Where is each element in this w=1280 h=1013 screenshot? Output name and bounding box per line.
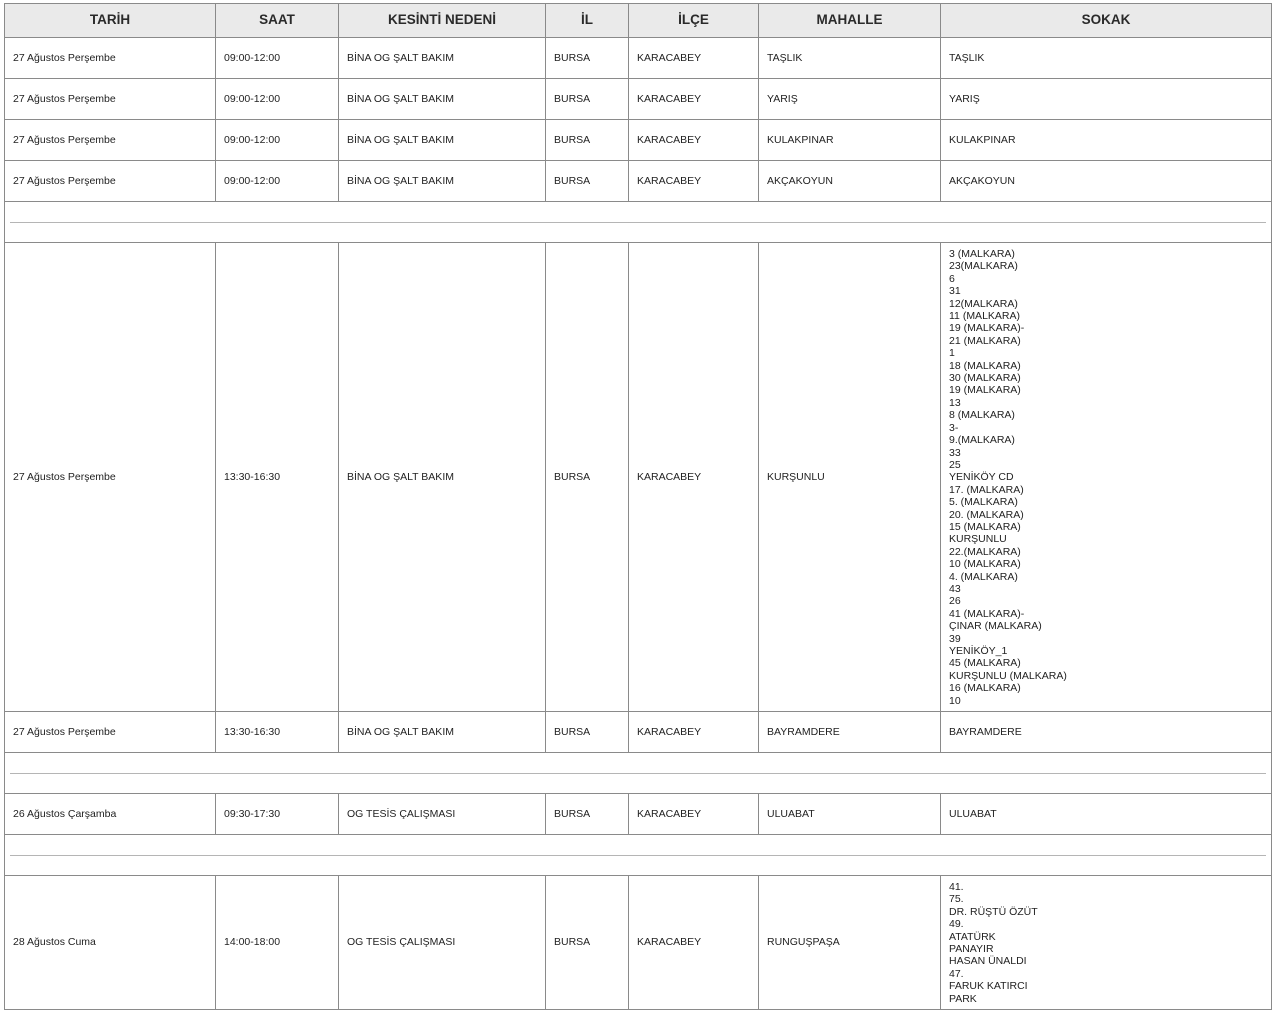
street-item: FARUK KATIRCI xyxy=(949,980,1028,993)
cell-il: BURSA xyxy=(546,38,629,79)
street-item: 19 (MALKARA) xyxy=(949,384,1021,397)
street-item: ATATÜRK xyxy=(949,930,996,943)
street-item: 16 (MALKARA) xyxy=(949,682,1021,695)
table-row xyxy=(5,243,1272,712)
header-mahalle: MAHALLE xyxy=(759,4,941,38)
cell-sokak xyxy=(941,161,1272,202)
street-item: BAYRAMDERE xyxy=(949,725,1022,738)
cell-ilce: KARACABEY xyxy=(629,712,759,753)
header-kesinti-nedeni: KESİNTİ NEDENİ xyxy=(339,4,546,38)
cell-kesinti-nedeni: BİNA OG ŞALT BAKIM xyxy=(339,38,546,79)
cell-sokak xyxy=(941,79,1272,120)
street-item: YARIŞ xyxy=(949,92,980,105)
street-item: 22.(MALKARA) xyxy=(949,545,1021,558)
outage-table xyxy=(4,3,1272,1010)
cell-mahalle: RUNGUŞPAŞA xyxy=(759,876,941,1010)
street-item: KURŞUNLU (MALKARA) xyxy=(949,669,1067,682)
street-item: 47. xyxy=(949,967,964,980)
street-item: YENİKÖY CD xyxy=(949,471,1014,484)
street-item: 9.(MALKARA) xyxy=(949,434,1015,447)
table-row xyxy=(5,712,1272,753)
street-item: 17. (MALKARA) xyxy=(949,483,1024,496)
cell-sokak xyxy=(941,876,1272,1010)
cell-il: BURSA xyxy=(546,79,629,120)
street-item: ULUABAT xyxy=(949,807,997,820)
street-item: HASAN ÜNALDI xyxy=(949,955,1027,968)
cell-tarih: 27 Ağustos Perşembe xyxy=(5,79,216,120)
row-divider xyxy=(10,222,1266,223)
cell-kesinti-nedeni: BİNA OG ŞALT BAKIM xyxy=(339,161,546,202)
cell-ilce: KARACABEY xyxy=(629,38,759,79)
street-item: 18 (MALKARA) xyxy=(949,359,1021,372)
cell-ilce: KARACABEY xyxy=(629,79,759,120)
table-row xyxy=(5,120,1272,161)
table-row xyxy=(5,794,1272,835)
street-item: 5. (MALKARA) xyxy=(949,496,1018,509)
header-saat: SAAT xyxy=(216,4,339,38)
street-item: 11 (MALKARA) xyxy=(949,310,1020,323)
street-item: 3 (MALKARA) xyxy=(949,248,1015,260)
cell-tarih: 27 Ağustos Perşembe xyxy=(5,243,216,712)
street-item: PANAYIR xyxy=(949,943,994,956)
street-item: 3- xyxy=(949,421,959,434)
row-divider xyxy=(10,855,1266,856)
street-item: 15 (MALKARA) xyxy=(949,520,1021,533)
spacer-row xyxy=(5,202,1272,243)
street-item: 21 (MALKARA) xyxy=(949,334,1021,347)
cell-kesinti-nedeni: OG TESİS ÇALIŞMASI xyxy=(339,794,546,835)
table-row xyxy=(5,876,1272,1010)
cell-sokak xyxy=(941,794,1272,835)
street-item: 41. xyxy=(949,881,964,894)
street-item: 13 xyxy=(949,396,961,409)
cell-tarih: 27 Ağustos Perşembe xyxy=(5,120,216,161)
street-item: 10 xyxy=(949,694,961,707)
street-item: 25 xyxy=(949,458,961,471)
cell-il: BURSA xyxy=(546,243,629,712)
street-item: YENİKÖY_1 xyxy=(949,645,1008,657)
cell-saat: 09:00-12:00 xyxy=(216,161,339,202)
header-sokak: SOKAK xyxy=(941,4,1272,38)
cell-mahalle: BAYRAMDERE xyxy=(759,712,941,753)
cell-il: BURSA xyxy=(546,794,629,835)
cell-mahalle: KULAKPINAR xyxy=(759,120,941,161)
spacer-row xyxy=(5,835,1272,876)
street-item: 20. (MALKARA) xyxy=(949,508,1024,521)
cell-ilce: KARACABEY xyxy=(629,161,759,202)
cell-mahalle: KURŞUNLU xyxy=(759,243,941,712)
street-item: 6 xyxy=(949,272,955,285)
street-item: TAŞLIK xyxy=(949,51,985,64)
street-item: 19 (MALKARA)- xyxy=(949,322,1025,335)
cell-kesinti-nedeni: BİNA OG ŞALT BAKIM xyxy=(339,712,546,753)
street-item: DR. RÜŞTÜ ÖZÜT xyxy=(949,905,1038,918)
cell-saat: 14:00-18:00 xyxy=(216,876,339,1010)
street-item: 33 xyxy=(949,446,961,459)
spacer-cell xyxy=(5,202,1272,243)
street-item: 23(MALKARA) xyxy=(949,260,1018,273)
cell-saat: 09:00-12:00 xyxy=(216,38,339,79)
street-item: 8 (MALKARA) xyxy=(949,409,1015,422)
header-row xyxy=(5,4,1272,38)
street-item: 1 xyxy=(949,347,955,360)
header-tarih: TARİH xyxy=(5,4,216,38)
cell-mahalle: AKÇAKOYUN xyxy=(759,161,941,202)
cell-tarih: 27 Ağustos Perşembe xyxy=(5,161,216,202)
cell-saat: 13:30-16:30 xyxy=(216,712,339,753)
cell-sokak xyxy=(941,120,1272,161)
table-row xyxy=(5,161,1272,202)
row-divider xyxy=(10,773,1266,774)
table-body xyxy=(5,38,1272,1010)
table-row xyxy=(5,79,1272,120)
spacer-cell xyxy=(5,835,1272,876)
cell-mahalle: TAŞLIK xyxy=(759,38,941,79)
cell-tarih: 27 Ağustos Perşembe xyxy=(5,712,216,753)
street-item: 12(MALKARA) xyxy=(949,297,1018,310)
street-item: KULAKPINAR xyxy=(949,133,1016,146)
cell-kesinti-nedeni: OG TESİS ÇALIŞMASI xyxy=(339,876,546,1010)
street-item: 43 xyxy=(949,582,961,595)
cell-tarih: 27 Ağustos Perşembe xyxy=(5,38,216,79)
street-item: 30 (MALKARA) xyxy=(949,372,1021,385)
cell-tarih: 26 Ağustos Çarşamba xyxy=(5,794,216,835)
street-item: 39 xyxy=(949,632,961,645)
cell-ilce: KARACABEY xyxy=(629,120,759,161)
cell-sokak xyxy=(941,38,1272,79)
cell-ilce: KARACABEY xyxy=(629,794,759,835)
cell-sokak xyxy=(941,712,1272,753)
cell-saat: 09:00-12:00 xyxy=(216,79,339,120)
header-il: İL xyxy=(546,4,629,38)
spacer-cell xyxy=(5,753,1272,794)
cell-ilce: KARACABEY xyxy=(629,243,759,712)
street-item: ÇINAR (MALKARA) xyxy=(949,620,1042,633)
header-ilce: İLÇE xyxy=(629,4,759,38)
cell-il: BURSA xyxy=(546,712,629,753)
street-item: 49. xyxy=(949,918,964,931)
street-item: PARK xyxy=(949,992,977,1005)
cell-kesinti-nedeni: BİNA OG ŞALT BAKIM xyxy=(339,120,546,161)
street-item: KURŞUNLU xyxy=(949,533,1007,546)
cell-kesinti-nedeni: BİNA OG ŞALT BAKIM xyxy=(339,79,546,120)
cell-il: BURSA xyxy=(546,876,629,1010)
cell-il: BURSA xyxy=(546,120,629,161)
street-item: 4. (MALKARA) xyxy=(949,570,1018,583)
street-item: 26 xyxy=(949,595,961,608)
cell-saat: 09:30-17:30 xyxy=(216,794,339,835)
cell-ilce: KARACABEY xyxy=(629,876,759,1010)
street-item: 31 xyxy=(949,285,961,298)
cell-saat: 09:00-12:00 xyxy=(216,120,339,161)
cell-saat: 13:30-16:30 xyxy=(216,243,339,712)
street-item: 10 (MALKARA) xyxy=(949,558,1021,571)
cell-kesinti-nedeni: BİNA OG ŞALT BAKIM xyxy=(339,243,546,712)
street-item: AKÇAKOYUN xyxy=(949,174,1015,187)
spacer-row xyxy=(5,753,1272,794)
street-item: 45 (MALKARA) xyxy=(949,657,1021,670)
cell-sokak xyxy=(941,243,1272,712)
table-row xyxy=(5,38,1272,79)
street-item: 41 (MALKARA)- xyxy=(949,607,1025,620)
street-item: 75. xyxy=(949,893,964,906)
cell-tarih: 28 Ağustos Cuma xyxy=(5,876,216,1010)
cell-il: BURSA xyxy=(546,161,629,202)
cell-mahalle: YARIŞ xyxy=(759,79,941,120)
cell-mahalle: ULUABAT xyxy=(759,794,941,835)
